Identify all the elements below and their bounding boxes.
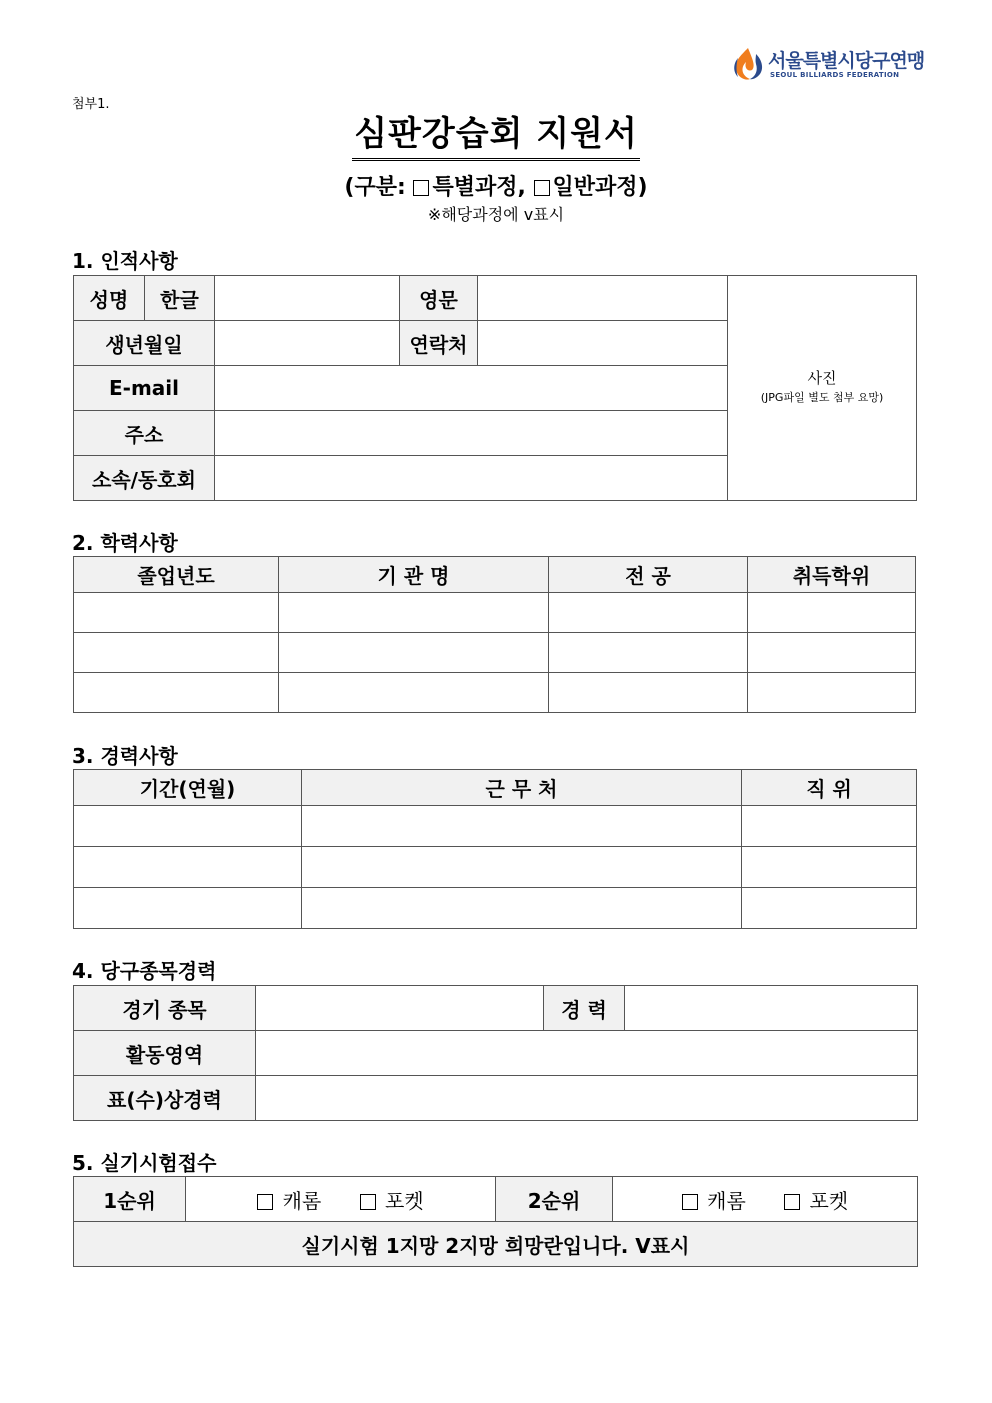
- special-course-checkbox[interactable]: [413, 180, 429, 196]
- graduation-year-cell[interactable]: [74, 633, 279, 673]
- table-row: [74, 593, 916, 633]
- federation-logo: [730, 44, 930, 84]
- email-label: E-mail: [74, 366, 215, 411]
- major-header: 전 공: [549, 557, 748, 593]
- institution-cell[interactable]: [279, 633, 549, 673]
- affiliation-label: 소속/동호회: [74, 456, 215, 501]
- major-cell[interactable]: [549, 673, 748, 713]
- event-field[interactable]: [256, 986, 544, 1031]
- institution-cell[interactable]: [279, 593, 549, 633]
- section2-heading: 2. 학력사항: [72, 531, 178, 555]
- degree-cell[interactable]: [748, 633, 916, 673]
- activity-field[interactable]: [256, 1031, 918, 1076]
- career-field[interactable]: [625, 986, 918, 1031]
- second-choice-label: 2순위: [496, 1177, 613, 1222]
- english-name-field[interactable]: [478, 276, 728, 321]
- graduation-year-cell[interactable]: [74, 673, 279, 713]
- second-carom-checkbox[interactable]: [682, 1194, 698, 1210]
- org-name-english: SEOUL BILLIARDS FEDERATION: [770, 71, 900, 79]
- graduation-year-cell[interactable]: [74, 593, 279, 633]
- award-label: 표(수)상경력: [74, 1076, 256, 1121]
- second-choice-options: [613, 1177, 918, 1222]
- position-cell[interactable]: [742, 806, 917, 847]
- birthdate-label: 생년월일: [74, 321, 215, 366]
- table-row: [74, 888, 917, 929]
- affiliation-field[interactable]: [215, 456, 728, 501]
- org-name-korean: 서울특별시당구연맹: [768, 50, 925, 72]
- table-row: [74, 633, 916, 673]
- major-cell[interactable]: [549, 633, 748, 673]
- photo-cell[interactable]: [728, 276, 917, 501]
- career-label: 경 력: [544, 986, 625, 1031]
- first-choice-options: [186, 1177, 496, 1222]
- address-field[interactable]: [215, 411, 728, 456]
- document-title: 심판강습회 지원서: [352, 112, 640, 161]
- career-table: [73, 769, 917, 929]
- institution-header: 기 관 명: [279, 557, 549, 593]
- general-course-checkbox[interactable]: [534, 180, 550, 196]
- workplace-cell[interactable]: [302, 806, 742, 847]
- award-field[interactable]: [256, 1076, 918, 1121]
- workplace-cell[interactable]: [302, 888, 742, 929]
- degree-cell[interactable]: [748, 673, 916, 713]
- photo-note: (JPG파일 별도 첨부 요망): [760, 391, 884, 404]
- billiards-career-table: [73, 985, 918, 1121]
- degree-cell[interactable]: [748, 593, 916, 633]
- period-cell[interactable]: [74, 806, 302, 847]
- position-cell[interactable]: [742, 847, 917, 888]
- second-pocket-label: 포켓: [809, 1188, 849, 1213]
- personal-info-table: [73, 275, 917, 501]
- second-pocket-checkbox[interactable]: [784, 1194, 800, 1210]
- activity-label: 활동영역: [74, 1031, 256, 1076]
- check-instruction-note: ※해당과정에 v표시: [427, 205, 565, 224]
- flame-logo-icon: [730, 46, 766, 82]
- photo-label: 사진: [807, 369, 837, 387]
- major-cell[interactable]: [549, 593, 748, 633]
- english-name-label: 영문: [400, 276, 478, 321]
- institution-cell[interactable]: [279, 673, 549, 713]
- degree-header: 취득학위: [748, 557, 916, 593]
- contact-label: 연락처: [400, 321, 478, 366]
- email-field[interactable]: [215, 366, 728, 411]
- first-choice-label: 1순위: [74, 1177, 186, 1222]
- workplace-header: 근 무 처: [302, 770, 742, 806]
- table-row: [74, 847, 917, 888]
- practical-exam-table: [73, 1176, 918, 1267]
- general-course-label: 일반과정): [552, 175, 648, 200]
- korean-name-label: 한글: [145, 276, 215, 321]
- address-label: 주소: [74, 411, 215, 456]
- course-type-line: [0, 170, 992, 201]
- document-title-wrapper: [0, 112, 992, 161]
- table-row: [74, 806, 917, 847]
- period-header: 기간(연월): [74, 770, 302, 806]
- period-cell[interactable]: [74, 888, 302, 929]
- birthdate-field[interactable]: [215, 321, 400, 366]
- workplace-cell[interactable]: [302, 847, 742, 888]
- event-label: 경기 종목: [74, 986, 256, 1031]
- second-carom-label: 캐롬: [707, 1188, 746, 1213]
- table-row: [74, 673, 916, 713]
- first-carom-label: 캐롬: [282, 1188, 322, 1213]
- first-carom-checkbox[interactable]: [257, 1194, 273, 1210]
- period-cell[interactable]: [74, 847, 302, 888]
- special-course-label: 특별과정,: [432, 175, 526, 200]
- first-pocket-label: 포켓: [385, 1188, 424, 1213]
- attachment-label: 첨부1.: [72, 97, 110, 112]
- korean-name-field[interactable]: [215, 276, 400, 321]
- graduation-year-header: 졸업년도: [74, 557, 279, 593]
- section5-heading: 5. 실기시험접수: [72, 1151, 217, 1175]
- position-header: 직 위: [742, 770, 917, 806]
- section1-heading: 1. 인적사항: [72, 249, 178, 273]
- section3-heading: 3. 경력사항: [72, 744, 178, 768]
- section4-heading: 4. 당구종목경력: [72, 959, 217, 983]
- course-type-prefix: (구분:: [344, 175, 406, 200]
- exam-preference-notice: 실기시험 1지망 2지망 희망란입니다. V표시: [74, 1222, 918, 1267]
- first-pocket-checkbox[interactable]: [360, 1194, 376, 1210]
- contact-field[interactable]: [478, 321, 728, 366]
- name-label: 성명: [74, 276, 145, 321]
- position-cell[interactable]: [742, 888, 917, 929]
- education-table: [73, 556, 916, 713]
